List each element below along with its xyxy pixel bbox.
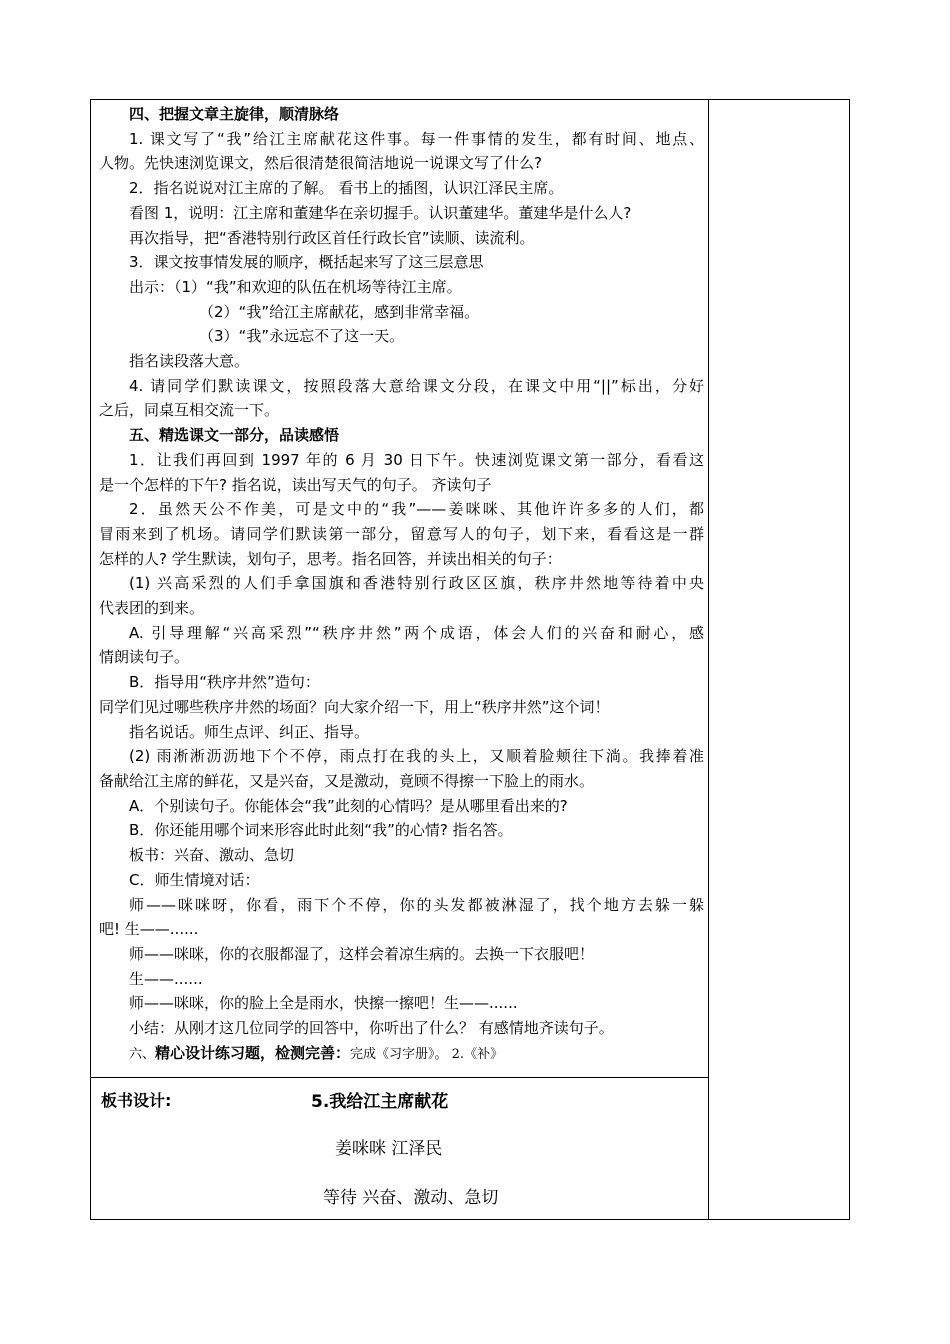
text-line: 板书：兴奋、激动、急切 bbox=[129, 846, 295, 865]
text-line: 再次指导，把“香港特别行政区首任行政长官”读顺、读流利。 bbox=[129, 228, 535, 247]
board-design bbox=[91, 1078, 708, 1221]
text-line: 指名读段落大意。 bbox=[129, 352, 250, 371]
section-6-heading: 精心设计练习题，检测完善： bbox=[155, 1043, 351, 1062]
section-6-text: 完成《习字册》。 2.《补》 bbox=[350, 1046, 504, 1062]
section-4-heading: 四、把握文章主旋律，顺清脉络 bbox=[129, 105, 340, 123]
text-line: 出示：（1）“我”和欢迎的队伍在机场等待江主席。 bbox=[129, 277, 462, 296]
section-6-prefix: 六、 bbox=[129, 1046, 156, 1062]
text-line: 代表团的到来。 bbox=[99, 599, 205, 618]
text-line: B．指导用“秩序井然”造句： bbox=[129, 673, 320, 692]
text-line: 人物。先快速浏览课文，然后很清楚很简洁地说一说课文写了什么? bbox=[99, 154, 542, 173]
text-line: 2．虽然天公不作美，可是文中的“我”——姜咪咪、其他许许多多的人们，都 bbox=[129, 500, 704, 519]
text-line: 3．课文按事情发展的顺序，概括起来写了这三层意思 bbox=[129, 253, 484, 272]
text-line: 师——咪咪，你的脸上全是雨水，快擦一擦吧！生——...... bbox=[129, 994, 518, 1013]
text-line: 1. 课文写了“我”给江主席献花这件事。每一件事情的发生，都有时间、地点、 bbox=[129, 129, 704, 148]
text-line: （3）“我”永远忘不了这一天。 bbox=[199, 327, 405, 346]
text-line: 师——咪咪，你的衣服都湿了，这样会着凉生病的。去换一下衣服吧！ bbox=[129, 944, 595, 963]
text-line: 指名说话。师生点评、纠正、指导。 bbox=[129, 722, 370, 741]
lesson-plan-table bbox=[90, 99, 850, 1220]
text-line: 小结：从刚才这几位同学的回答中，你听出了什么？ 有感情地齐读句子。 bbox=[129, 1019, 614, 1038]
text-line: 怎样的人? 学生默读，划句子，思考。指名回答，并读出相关的句子： bbox=[99, 549, 562, 568]
text-line: 情朗读句子。 bbox=[99, 648, 190, 667]
text-line: 1．让我们再回到 1997 年的 6 月 30 日下午。快速浏览课文第一部分，看看这 bbox=[129, 450, 704, 469]
text-line: B．你还能用哪个词来形容此时此刻“我”的心情? 指名答。 bbox=[129, 821, 513, 840]
lesson-content bbox=[99, 102, 704, 1067]
text-line: A. 引导理解“兴高采烈”“秩序井然”两个成语，体会人们的兴奋和耐心，感 bbox=[129, 623, 704, 642]
text-line: 4. 请同学们默读课文，按照段落大意给课文分段，在课文中用“||”标出，分好 bbox=[129, 376, 704, 395]
text-line: 2．指名说说对江主席的了解。 看书上的插图，认识江泽民主席。 bbox=[129, 179, 564, 198]
text-line: 同学们见过哪些秩序井然的场面？向大家介绍一下，用上“秩序井然”这个词！ bbox=[99, 697, 610, 716]
section-6-line bbox=[99, 1041, 704, 1068]
text-line: (2) 雨淅淅沥沥地下个不停，雨点打在我的头上，又顺着脸颊往下淌。我捧着准 bbox=[129, 747, 704, 766]
board-design-label: 板书设计: bbox=[101, 1091, 172, 1110]
text-line: C．师生情境对话： bbox=[129, 870, 260, 889]
text-line: 之后，同桌互相交流一下。 bbox=[99, 401, 280, 420]
text-line: A．个别读句子。你能体会“我”此刻的心情吗？是从哪里看出来的? bbox=[129, 796, 568, 815]
text-line: 是一个怎样的下午? 指名说，读出写天气的句子。 齐读句子 bbox=[99, 475, 492, 494]
column-divider bbox=[708, 100, 709, 1219]
text-line: 生——...... bbox=[129, 969, 203, 988]
text-line: 看图 1，说明：江主席和董建华在亲切握手。认识董建华。董建华是什么人? bbox=[129, 203, 632, 222]
text-line: (1) 兴高采烈的人们手拿国旗和香港特别行政区区旗，秩序井然地等待着中央 bbox=[129, 574, 704, 593]
board-line-names: 姜咪咪 江泽民 bbox=[335, 1139, 443, 1159]
board-line-feelings: 等待 兴奋、激动、急切 bbox=[323, 1188, 499, 1208]
text-line: 冒雨来到了机场。请同学们默读第一部分，留意写人的句子，划下来，看看这是一群 bbox=[99, 524, 704, 543]
board-title: 5.我给江主席献花 bbox=[311, 1092, 449, 1112]
text-line: 吧! 生——...... bbox=[99, 920, 199, 939]
section-5-heading: 五、精选课文一部分，品读感悟 bbox=[129, 426, 340, 445]
text-line: 师——咪咪呀，你看，雨下个不停，你的头发都被淋湿了，找个地方去躲一躲 bbox=[129, 895, 704, 914]
text-line: （2）“我”给江主席献花，感到非常幸福。 bbox=[199, 302, 480, 321]
text-line: 备献给江主席的鲜花，又是兴奋，又是激动，竟顾不得擦一下脸上的雨水。 bbox=[99, 771, 595, 790]
